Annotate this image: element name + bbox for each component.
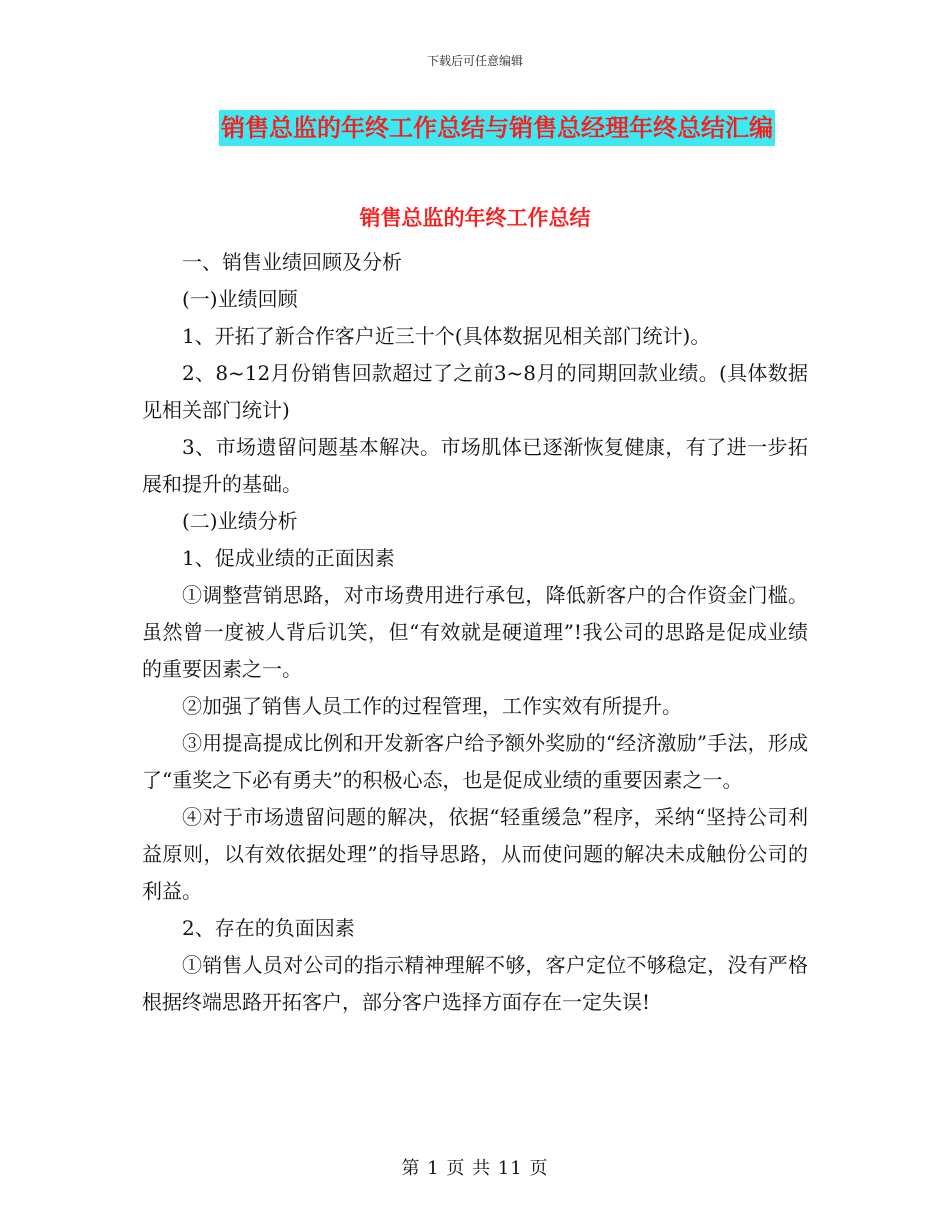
heading-negative-factors: 2、存在的负面因素 [182, 916, 355, 940]
heading-performance-analysis: (二)业绩分析 [182, 509, 298, 533]
section-title: 销售总监的年终工作总结 [359, 206, 591, 230]
heading-positive-factors: 1、促成业绩的正面因素 [182, 546, 395, 570]
main-title: 销售总监的年终工作总结与销售总经理年终总结汇编 [219, 110, 775, 146]
page-footer: 第 1 页 共 11 页 [401, 1158, 549, 1179]
paragraph-item-1: 1、开拓了新合作客户近三十个(具体数据见相关部门统计)。 [182, 324, 711, 348]
paragraph-positive-4: ④对于市场遗留问题的解决，依据“轻重缓急”程序，采纳“坚持公司利益原则，以有效依据处理”的指导思路，从而使问题的解决未成触份公司的利益。 [142, 805, 808, 903]
main-title-container [0, 110, 950, 146]
paragraph-item-2: 2、8~12月份销售回款超过了之前3~8月的同期回款业绩。(具体数据见相关部门统计) [142, 361, 808, 422]
paragraph-item-3: 3、市场遗留问题基本解决。市场肌体已逐渐恢复健康，有了进一步拓展和提升的基础。 [142, 435, 808, 496]
paragraph-positive-2: ②加强了销售人员工作的过程管理，工作实效有所提升。 [182, 694, 682, 718]
heading-performance-review: (一)业绩回顾 [182, 287, 298, 311]
document-body [142, 244, 808, 1021]
header-note: 下载后可任意编辑 [426, 54, 523, 68]
heading-sales-review: 一、销售业绩回顾及分析 [182, 250, 402, 274]
paragraph-positive-1: ①调整营销思路，对市场费用进行承包，降低新客户的合作资金门槛。虽然曾一度被人背后讥笑，但“有效就是硬道理”!我公司的思路是促成业绩的重要因素之一。 [142, 583, 808, 681]
paragraph-positive-3: ③用提高提成比例和开发新客户给予额外奖励的“经济激励”手法，形成了“重奖之下必有勇夫”的积极心态，也是促成业绩的重要因素之一。 [142, 731, 808, 792]
paragraph-negative-1: ①销售人员对公司的指示精神理解不够，客户定位不够稳定，没有严格根据终端思路开拓客户，部分客户选择方面存在一定失误! [142, 953, 808, 1014]
